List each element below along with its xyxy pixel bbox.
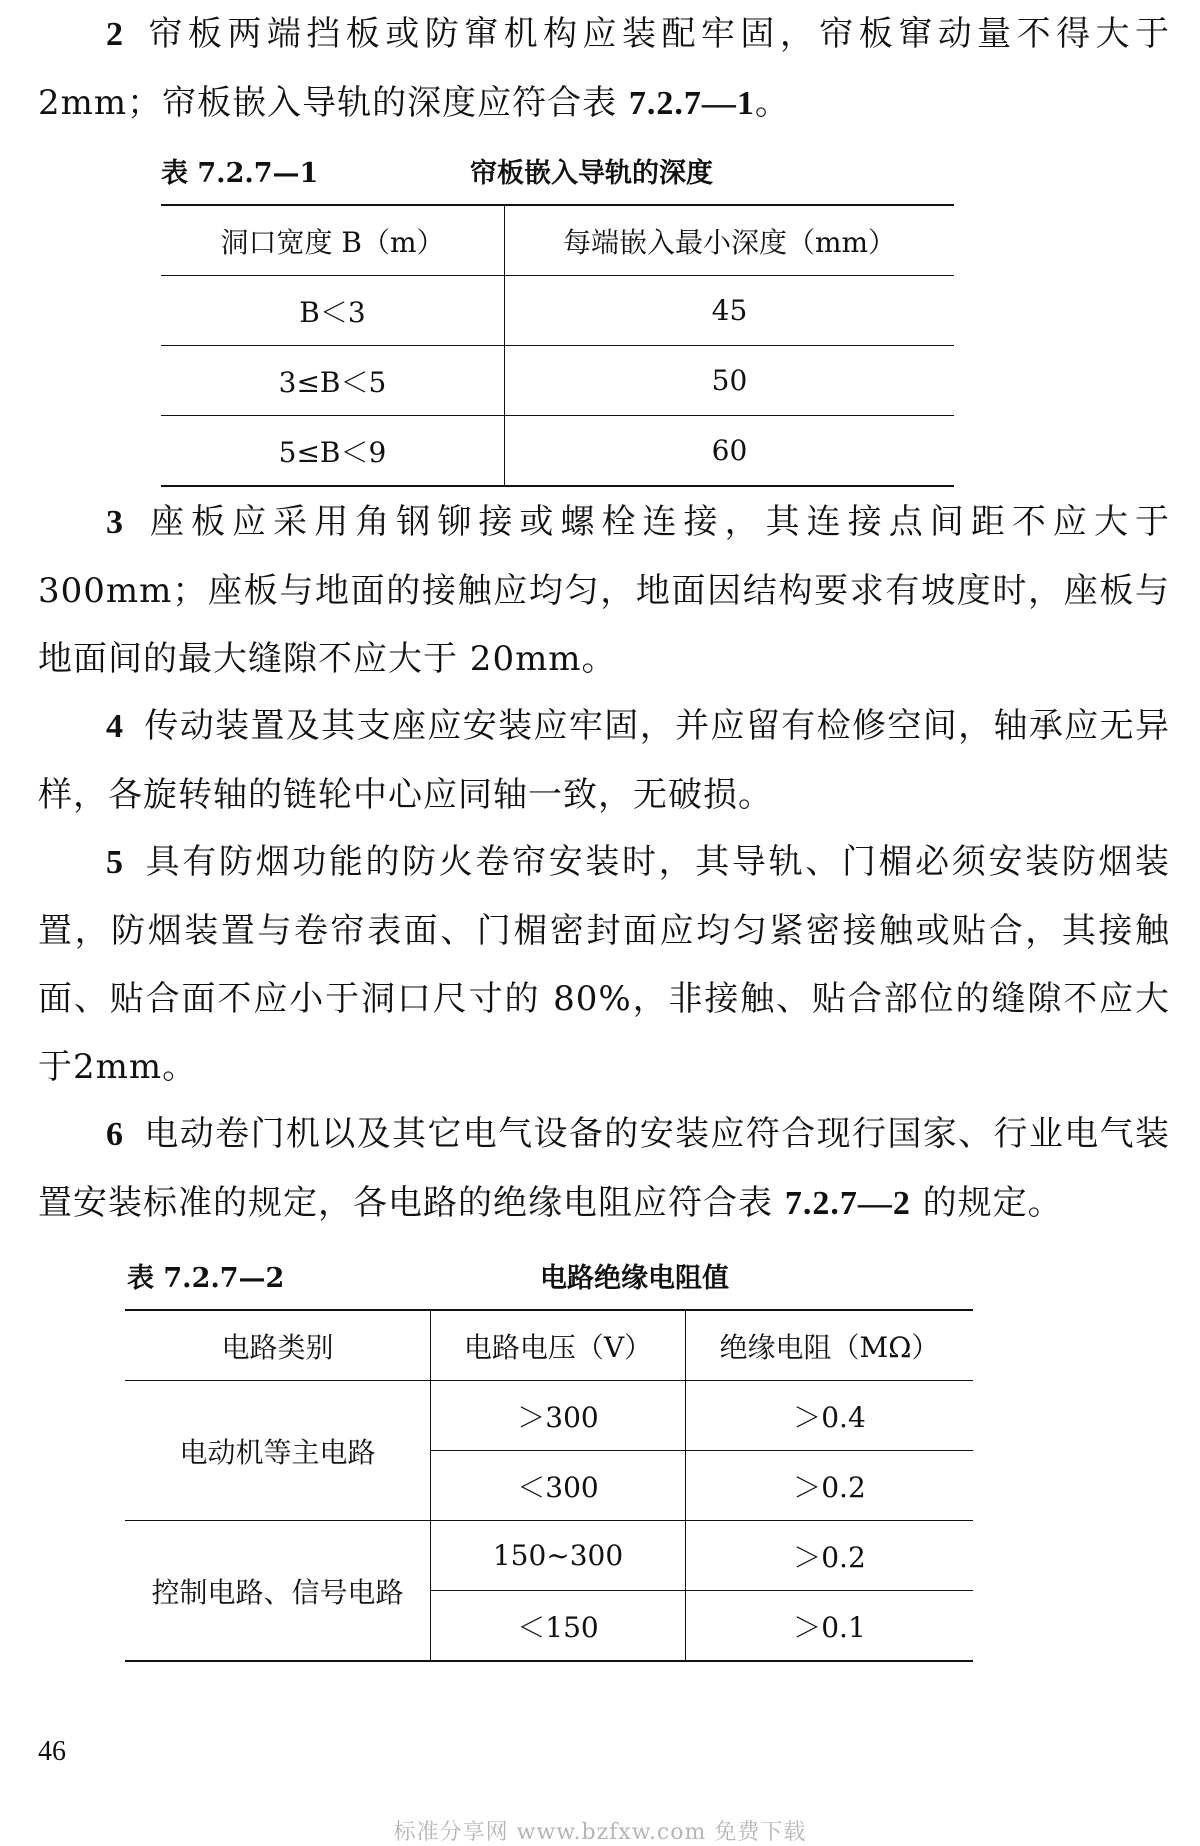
table-cell: 60: [505, 416, 955, 487]
clause-6: [38, 1100, 1170, 1238]
table-cell: 3≤B＜5: [161, 346, 505, 416]
table1-label: 表 7.2.7—1: [161, 158, 319, 189]
clause-3: [38, 488, 1170, 693]
clause-text: 具有防烟功能的防火卷帘安装时，其导轨、门楣必须安装防烟装置，防烟装置与卷帘表面、门楣密封面应均匀紧密接触或贴合，其接触面、贴合面不应小于洞口尺寸的 80%，非接触、贴合部位的缝隙不应大于2mm。: [38, 842, 1170, 1087]
voltage-cell: ＜300: [431, 1451, 686, 1521]
clause-number: 3: [106, 504, 124, 541]
clause-text: 电动卷门机以及其它电气设备的安装应符合现行国家、行业电气装置安装标准的规定，各电路的绝缘电阻应符合表: [38, 1114, 1170, 1223]
table-row: [125, 1521, 973, 1591]
column-header: 洞口宽度 B（m）: [161, 205, 505, 276]
circuit-category-cell: 控制电路、信号电路: [125, 1521, 431, 1662]
table-row: [161, 416, 954, 487]
voltage-cell: ＜150: [431, 1591, 686, 1662]
table2-title: 电路绝缘电阻值: [540, 1263, 729, 1294]
embedding-depth-table: [161, 204, 954, 487]
insulation-resistance-table: [125, 1309, 973, 1662]
table-cell: B＜3: [161, 276, 505, 346]
clause-text: 传动装置及其支座应安装应牢固，并应留有检修空间，轴承应无异样，各旋转轴的链轮中心应同轴一致，无破损。: [38, 706, 1170, 815]
table-reference: 7.2.7—1: [628, 85, 755, 122]
circuit-category-cell: 电动机等主电路: [125, 1381, 431, 1521]
voltage-cell: ＞300: [431, 1381, 686, 1451]
voltage-cell: 150~300: [431, 1521, 686, 1591]
table2-label: 表 7.2.7—2: [127, 1263, 285, 1294]
table-header-row: [161, 205, 954, 276]
table1-title: 帘板嵌入导轨的深度: [470, 158, 713, 189]
table-reference: 7.2.7—2: [784, 1185, 911, 1222]
resistance-cell: ＞0.2: [686, 1521, 974, 1591]
page-number: 46: [38, 1736, 66, 1767]
resistance-cell: ＞0.4: [686, 1381, 974, 1451]
clause-2: [38, 0, 1170, 138]
table-row: [125, 1381, 973, 1451]
clause-text-tail: 。: [754, 83, 790, 123]
clause-number: 5: [106, 844, 124, 881]
clause-text: 座板应采用角钢铆接或螺栓连接，其连接点间距不应大于300mm；座板与地面的接触应均匀，地面因结构要求有坡度时，座板与地面间的最大缝隙不应大于 20mm。: [38, 502, 1170, 679]
column-header: 每端嵌入最小深度（mm）: [505, 205, 955, 276]
table-cell: 5≤B＜9: [161, 416, 505, 487]
resistance-cell: ＞0.1: [686, 1591, 974, 1662]
clause-number: 4: [106, 708, 124, 745]
column-header: 电路电压（V）: [431, 1310, 686, 1381]
clause-number: 2: [106, 16, 124, 53]
clause-text-tail: 的规定。: [910, 1183, 1063, 1223]
table-cell: 45: [505, 276, 955, 346]
clause-number: 6: [106, 1116, 124, 1153]
table-header-row: [125, 1310, 973, 1381]
clause-4: [38, 692, 1170, 829]
watermark: 标准分享网 www.bzfxw.com 免费下载: [393, 1820, 807, 1845]
table-row: [161, 346, 954, 416]
clause-text: 帘板两端挡板或防窜机构应装配牢固，帘板窜动量不得大于2mm；帘板嵌入导轨的深度应符合表: [38, 14, 1170, 123]
table-row: [161, 276, 954, 346]
clause-5: [38, 828, 1170, 1101]
resistance-cell: ＞0.2: [686, 1451, 974, 1521]
column-header: 绝缘电阻（MΩ）: [686, 1310, 974, 1381]
column-header: 电路类别: [125, 1310, 431, 1381]
table-cell: 50: [505, 346, 955, 416]
